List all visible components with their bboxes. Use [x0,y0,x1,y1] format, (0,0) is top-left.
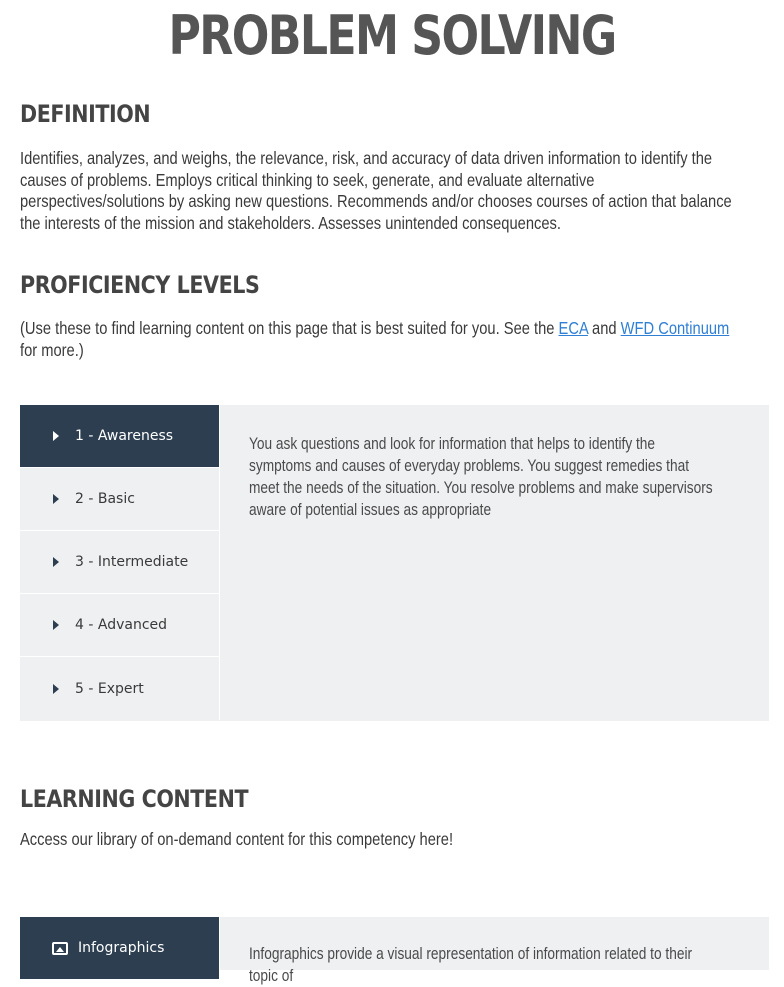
caret-right-icon [53,620,59,630]
tab-label: 4 - Advanced [75,617,168,633]
panel-text: Infographics provide a visual representation of information related to their topic of [249,945,693,985]
learning-tab-panel [249,943,749,987]
caret-right-icon [53,557,59,567]
tab-infographics[interactable] [20,917,220,980]
note-and: and [587,318,621,338]
caret-right-icon [53,684,59,694]
tab-label: 1 - Awareness [75,428,174,444]
image-icon [52,942,68,955]
tab-label: 2 - Basic [75,491,135,507]
caret-right-icon [53,431,59,441]
tab-expert[interactable] [20,657,220,720]
proficiency-heading: PROFICIENCY LEVELS [20,271,260,299]
wfd-continuum-link[interactable]: WFD Continuum [620,318,730,338]
proficiency-tab-panel [249,433,749,521]
eca-link[interactable]: ECA [558,318,588,338]
learning-tab-list [20,917,220,980]
learning-tabs [20,917,769,985]
learning-heading: LEARNING CONTENT [20,785,249,813]
tab-label: Infographics [78,940,165,956]
tab-label: 3 - Intermediate [75,554,189,570]
note-prefix: (Use these to find learning content on this page that is best suited for you. See the [20,318,559,338]
panel-text: You ask questions and look for information that helps to identify the symptoms and causes of everyday problems. You suggest remedies that meet the needs of the situation. You resolve problems and make supervisors aware of potential issues as appropriate [249,435,713,519]
tab-label: 5 - Expert [75,680,144,697]
tab-basic[interactable] [20,468,220,531]
tab-awareness[interactable] [20,405,220,468]
definition-text: Identifies, analyzes, and weighs, the relevance, risk, and accuracy of data driven information to identify the causes of problems. Employs critical thinking to seek, generate, and evaluate alternative perspectives/solutions by asking new questions. Recommends and/or chooses courses of action that balance the interests of the mission and stakeholders. Assesses unintended consequences. [20,148,732,233]
proficiency-note [20,318,742,361]
definition-heading: DEFINITION [20,100,151,128]
proficiency-tab-list [20,405,220,720]
page-title: PROBLEM SOLVING [168,4,616,67]
proficiency-tabs [20,405,769,721]
learning-text: Access our library of on-demand content for this competency here! [20,829,454,849]
note-suffix: for more.) [20,339,84,360]
caret-right-icon [53,494,59,504]
tab-advanced[interactable] [20,594,220,657]
tab-intermediate[interactable] [20,531,220,594]
